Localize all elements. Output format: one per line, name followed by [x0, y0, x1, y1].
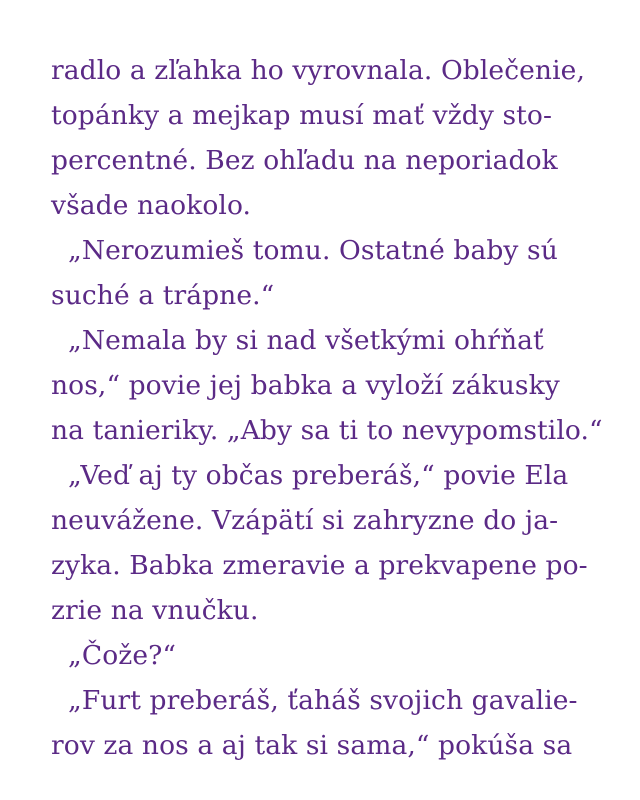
text-line: suché a trápne.“ [51, 280, 275, 311]
text-line: „Furt preberáš, ťaháš svojich gavalie- [68, 685, 578, 716]
text-line: topánky a mejkap musí mať vždy sto- [51, 100, 553, 131]
text-line: „Nerozumieš tomu. Ostatné baby sú [68, 235, 558, 266]
text-line: neuvážene. Vzápätí si zahryzne do ja- [51, 505, 559, 536]
text-line: všade naokolo. [51, 190, 252, 221]
page-body-text [51, 48, 611, 768]
text-line: „Veď aj ty občas preberáš,“ povie Ela [68, 460, 569, 491]
text-line: radlo a zľahka ho vyrovnala. Oblečenie, [51, 55, 585, 86]
text-line: rov za nos a aj tak si sama,“ pokúša sa [51, 730, 573, 761]
text-line: zrie na vnučku. [51, 595, 259, 626]
text-line: „Nemala by si nad všetkými ohŕňať [68, 325, 544, 356]
text-line: „Čože?“ [68, 640, 177, 671]
text-line: nos,“ povie jej babka a vyloží zákusky [51, 370, 560, 401]
text-line: zyka. Babka zmeravie a prekvapene po- [51, 550, 588, 581]
text-line: na tanieriky. „Aby sa ti to nevypomstilo.“ [51, 415, 603, 446]
text-line: percentné. Bez ohľadu na neporiadok [51, 145, 558, 176]
